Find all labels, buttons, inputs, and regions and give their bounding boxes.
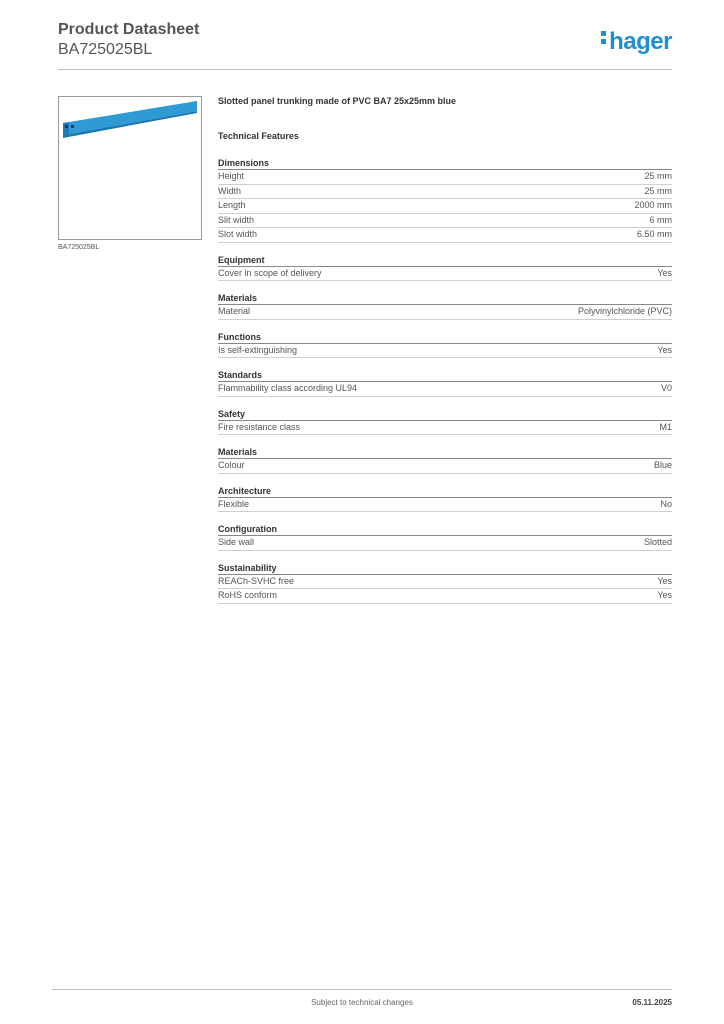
feature-value: Blue [653,460,672,470]
section-heading: Configuration [218,523,672,536]
feature-value: 25 mm [644,171,672,181]
hager-logo [601,28,672,56]
feature-value: Yes [657,344,672,355]
feature-row [218,421,672,436]
feature-label: Slit width [218,214,255,225]
feature-value: Yes [657,267,672,278]
product-description: Slotted panel trunking made of PVC BA7 25x25mm blue [218,96,457,106]
header-divider [58,69,672,70]
feature-row [218,214,672,229]
feature-section [218,523,672,551]
document-title: Product Datasheet [58,21,200,38]
section-heading: Sustainability [218,562,672,575]
section-heading: Materials [218,446,672,459]
feature-value: M1 [659,421,672,432]
feature-row [218,199,672,214]
feature-row [218,267,672,282]
feature-label: Material [218,306,251,316]
feature-value: No [660,498,672,509]
product-code: BA725025BL [58,41,153,58]
feature-label: REACh-SVHC free [218,575,295,586]
page-header [58,20,672,70]
feature-row [218,498,672,513]
product-image [58,96,202,240]
feature-label: Cover in scope of delivery [218,267,322,278]
section-heading: Materials [218,292,672,305]
feature-section [218,254,672,282]
feature-section [218,157,672,243]
footer-divider [52,989,672,990]
feature-label: Length [218,200,246,210]
feature-section [218,369,672,397]
feature-label: Colour [218,460,245,470]
feature-value: 25 mm [644,185,672,196]
feature-value: Slotted [643,537,672,547]
logo-colon-icon [601,28,607,47]
feature-label: Flammability class according UL94 [218,383,358,393]
feature-label: Height [218,171,245,181]
feature-row [218,170,672,185]
feature-section [218,408,672,436]
feature-label: Flexible [218,498,250,509]
feature-sections [218,157,672,604]
feature-section [218,446,672,474]
section-heading: Safety [218,408,672,421]
feature-value: 2000 mm [634,200,672,210]
feature-value: 6.50 mm [636,229,672,239]
feature-label: Slot width [218,229,258,239]
footer-note: Subject to technical changes [311,998,413,1007]
footer-date: 05.11.2025 [632,998,672,1007]
feature-row [218,185,672,200]
section-heading: Dimensions [218,157,672,170]
feature-label: Is self-extinguishing [218,344,298,355]
section-heading: Standards [218,369,672,382]
feature-section [218,562,672,604]
section-heading: Architecture [218,485,672,498]
feature-value: Polyvinylchloride (PVC) [577,306,672,316]
feature-section [218,331,672,359]
feature-row [218,382,672,397]
feature-row [218,589,672,604]
feature-row [218,459,672,474]
section-heading: Functions [218,331,672,344]
feature-label: Side wall [218,537,255,547]
feature-section [218,485,672,513]
datasheet-content [218,96,672,615]
feature-section [218,292,672,320]
feature-row [218,575,672,590]
logo-text: hager [609,28,672,55]
feature-row [218,344,672,359]
image-caption: BA725025BL [58,244,100,251]
technical-features-heading: Technical Features [218,131,299,141]
feature-label: Fire resistance class [218,421,301,432]
feature-label: RoHS conform [218,590,278,600]
feature-row [218,228,672,243]
section-heading: Equipment [218,254,672,267]
feature-row [218,536,672,551]
feature-value: Yes [657,590,672,600]
feature-row [218,305,672,320]
feature-label: Width [218,185,242,196]
trunking-image-icon [59,97,201,239]
feature-value: V0 [660,383,672,393]
feature-value: 6 mm [649,214,672,225]
feature-value: Yes [657,575,672,586]
